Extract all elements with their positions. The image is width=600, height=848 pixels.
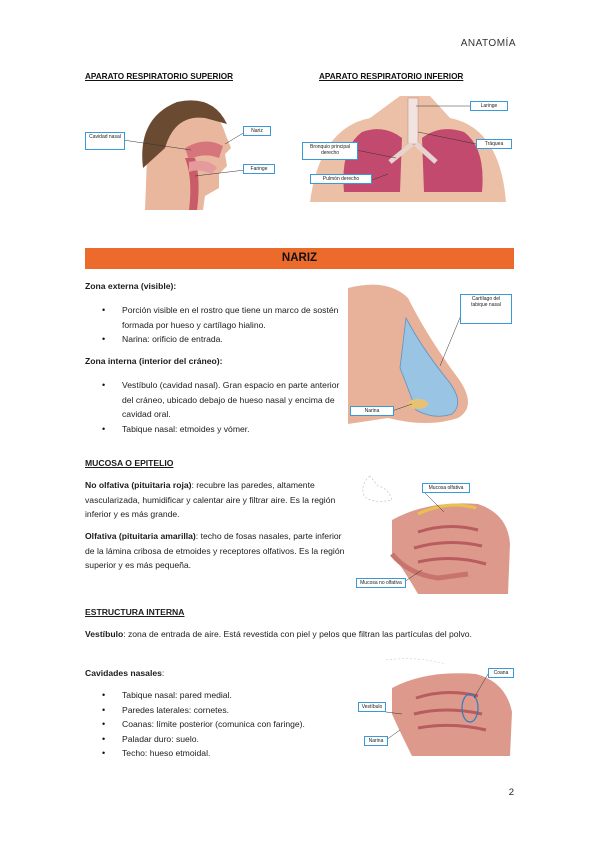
lower-respiratory-figure bbox=[300, 88, 514, 202]
label-cartilago: Cartílago del tabique nasal bbox=[460, 294, 512, 324]
cavidades-list bbox=[85, 688, 355, 761]
label-narina-nose: Narina bbox=[350, 406, 394, 416]
list-item: • Techo: hueso etmoidal. bbox=[85, 746, 355, 761]
subject-header: ANATOMÍA bbox=[460, 38, 516, 49]
nariz-banner: NARIZ bbox=[85, 248, 514, 269]
olfativa-paragraph bbox=[85, 529, 350, 573]
lower-respiratory-title: APARATO RESPIRATORIO INFERIOR bbox=[319, 72, 464, 81]
nose-figure bbox=[348, 278, 516, 442]
olfativa-text: : techo de fosas nasales, parte inferior de la lámina cribosa de etmoides y receptores olfativos. Es la región superior y es más pequeña. bbox=[85, 531, 345, 570]
label-bronquio: Bronquio principal derecho bbox=[302, 142, 358, 160]
list-item: • Tabique nasal: pared medial. bbox=[85, 688, 355, 703]
label-laringe: Laringe bbox=[470, 101, 508, 111]
label-nariz: Nariz bbox=[243, 126, 271, 136]
cavidades-heading-line bbox=[85, 666, 164, 681]
label-narina: Narina bbox=[364, 736, 388, 746]
zona-externa-heading: Zona externa (visible): bbox=[85, 281, 177, 291]
list-item: • Paladar duro: suelo. bbox=[85, 732, 355, 747]
label-pulmon: Pulmón derecho bbox=[310, 174, 372, 184]
zona-interna-list bbox=[85, 378, 347, 436]
label-mucosa-olfativa: Mucosa olfativa bbox=[422, 483, 470, 493]
olfativa-term: Olfativa (pituitaria amarilla) bbox=[85, 531, 196, 541]
label-faringe: Faringe bbox=[243, 164, 275, 174]
mucosa-heading: MUCOSA O EPITELIO bbox=[85, 458, 174, 468]
no-olfativa-term: No olfativa (pituitaria roja) bbox=[85, 480, 192, 490]
page-number: 2 bbox=[508, 787, 514, 798]
list-item: • Narina: orificio de entrada. bbox=[85, 332, 347, 347]
list-item: • Tabique nasal: etmoides y vómer. bbox=[85, 422, 347, 437]
list-item: • Coanas: límite posterior (comunica con faringe). bbox=[85, 717, 355, 732]
list-item: • Paredes laterales: cornetes. bbox=[85, 703, 355, 718]
vestibulo-text: : zona de entrada de aire. Está revestida con piel y pelos que filtran las partículas del polvo. bbox=[123, 629, 472, 639]
estructura-heading: ESTRUCTURA INTERNA bbox=[85, 607, 185, 617]
cavidades-heading: Cavidades nasales bbox=[85, 668, 162, 678]
estructura-figure bbox=[356, 658, 516, 756]
label-traquea: Tráquea bbox=[476, 139, 512, 149]
no-olfativa-paragraph bbox=[85, 478, 350, 522]
vestibulo-paragraph bbox=[85, 627, 515, 642]
list-item: • Porción visible en el rostro que tiene un marco de sostén formada por hueso y cartílago hialino. bbox=[85, 303, 347, 332]
mucosa-figure bbox=[348, 474, 516, 594]
zona-externa-list bbox=[85, 303, 347, 347]
vestibulo-term: Vestíbulo bbox=[85, 629, 124, 639]
label-vestibulo: Vestíbulo bbox=[358, 702, 386, 712]
label-coana: Coana bbox=[488, 668, 514, 678]
zona-interna-heading: Zona interna (interior del cráneo): bbox=[85, 356, 223, 366]
label-cavidad-nasal: Cavidad nasal bbox=[85, 132, 125, 150]
upper-respiratory-figure bbox=[85, 88, 277, 210]
label-mucosa-no-olfativa: Mucosa no olfativa bbox=[356, 578, 406, 588]
upper-respiratory-title: APARATO RESPIRATORIO SUPERIOR bbox=[85, 72, 233, 81]
cavidades-colon: : bbox=[161, 668, 165, 678]
list-item: • Vestíbulo (cavidad nasal). Gran espacio en parte anterior del cráneo, ubicado debajo de hueso nasal y encima de cavidad oral. bbox=[85, 378, 347, 422]
no-olfativa-text: : recubre las paredes, altamente vascularizada, humidificar y calentar aire y filtrar aire. Es la región inferior y es más grande. bbox=[85, 480, 336, 519]
